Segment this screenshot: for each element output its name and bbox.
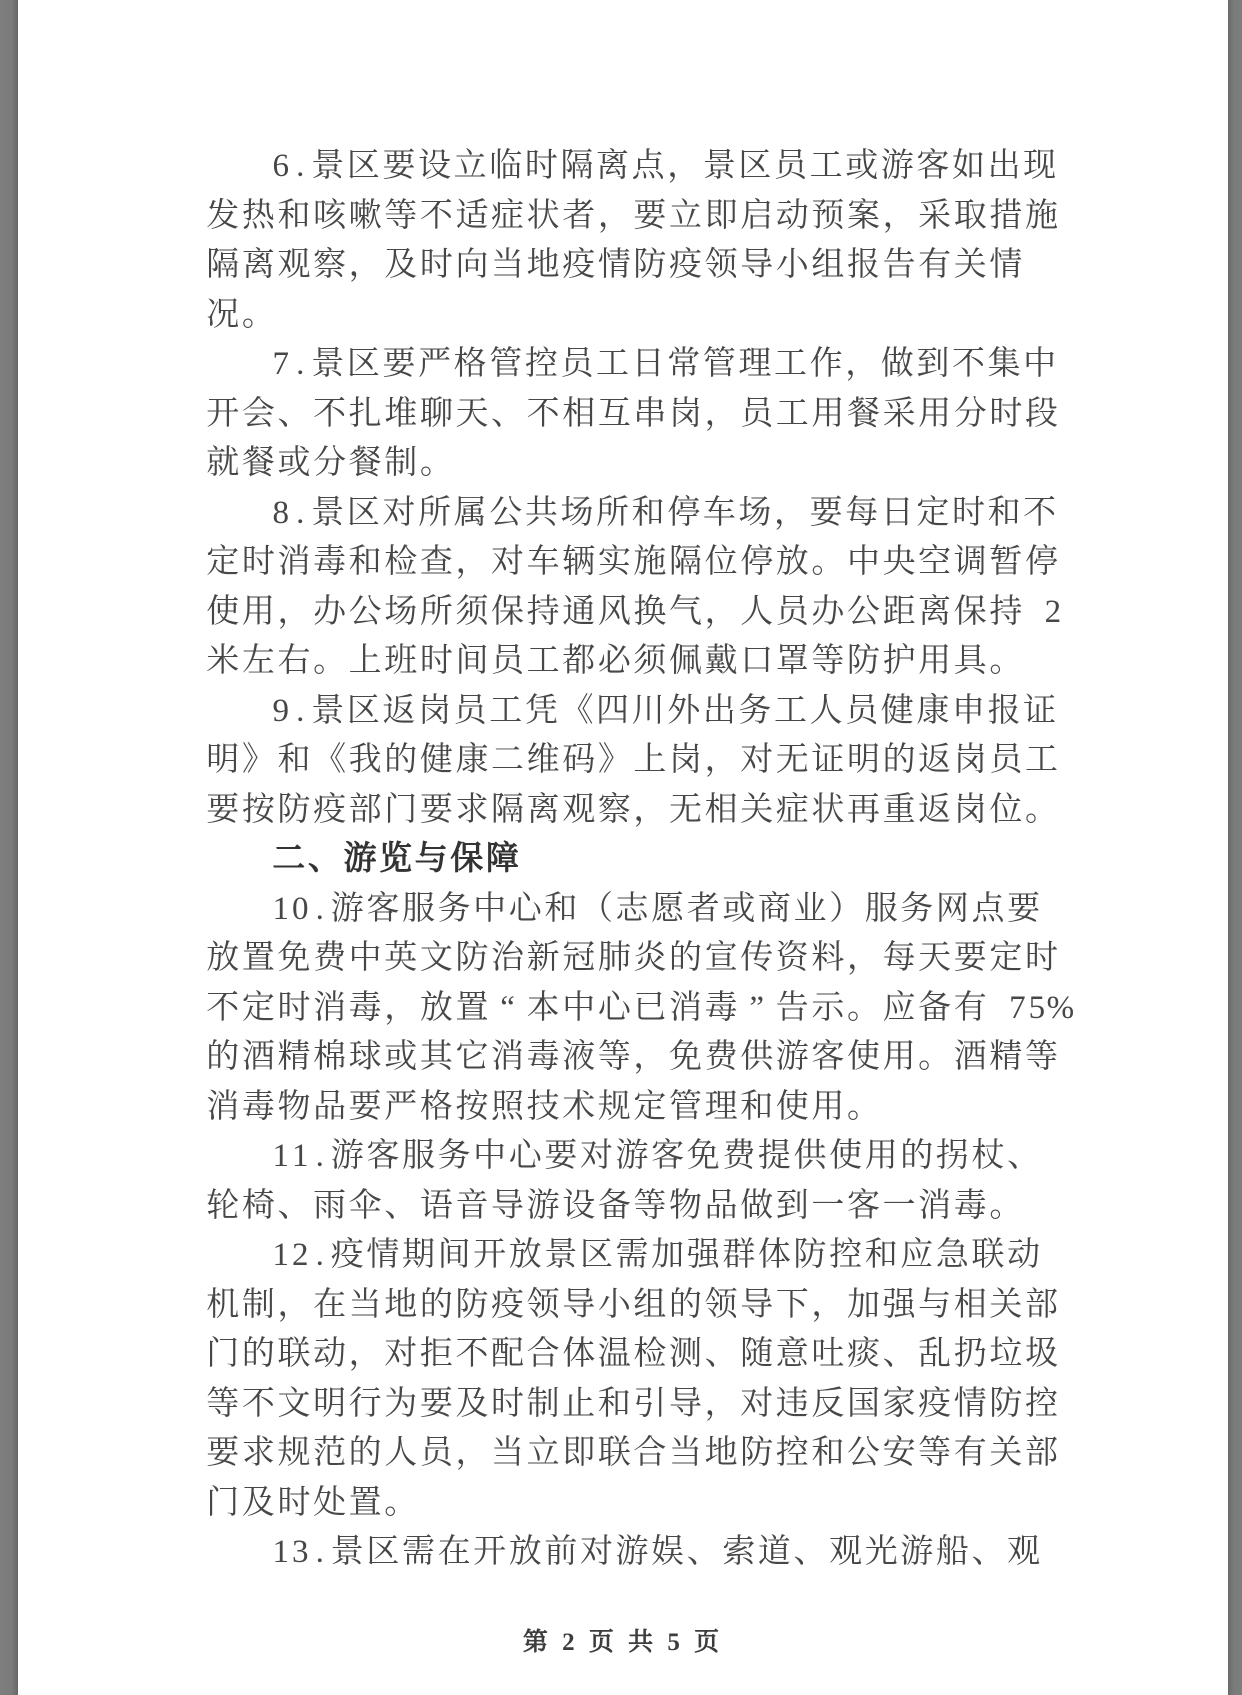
text-line: 定时消毒和检查，对车辆实施隔位停放。中央空调暂停 (206, 544, 1058, 580)
document-page (18, 0, 1228, 1695)
text-line: 放置免费中英文防治新冠肺炎的宣传资料，每天要定时 (206, 940, 1058, 976)
text-line: 机制，在当地的防疫领导小组的领导下，加强与相关部 (206, 1286, 1058, 1323)
text-line: 9 . 景区返岗员工凭《四川外出务工人员健康申报证 (272, 692, 1057, 729)
text-line: 门及时处置。 (206, 1484, 418, 1521)
text-line: 的酒精棉球或其它消毒液等，免费供游客使用。酒精等 (206, 1039, 1058, 1075)
right-page-margin (1228, 0, 1242, 1695)
text-line: 6 . 景区要设立临时隔离点，景区员工或游客如出现 (272, 148, 1057, 184)
text-line: 8 . 景区对所属公共场所和停车场，要每日定时和不 (272, 494, 1057, 531)
text-line: 使用，办公场所须保持通风换气，人员办公距离保持 2 (206, 593, 1062, 630)
text-line: 不定时消毒，放置 “ 本中心已消毒 ” 告示。应备有 75% (206, 989, 1075, 1026)
text-line: 13 . 景区需在开放前对游娱、索道、观光游船、观 (272, 1534, 1041, 1570)
text-line: 12 . 疫情期间开放景区需加强群体防控和应急联动 (272, 1237, 1041, 1273)
text-line: 米左右。上班时间员工都必须佩戴口罩等防护用具。 (206, 643, 1023, 679)
text-line: 隔离观察，及时向当地疫情防疫领导小组报告有关情 (206, 247, 1023, 283)
text-line: 要求规范的人员，当立即联合当地防控和公安等有关部 (206, 1435, 1058, 1471)
section-heading: 二、游览与保障 (272, 841, 519, 877)
text-line: 门的联动，对拒不配合体温检测、随意吐痰、乱扔垃圾 (206, 1336, 1058, 1372)
text-line: 要按防疫部门要求隔离观察，无相关症状再重返岗位。 (206, 791, 1058, 828)
text-line: 开会、不扎堆聊天、不相互串岗，员工用餐采用分时段 (206, 395, 1058, 432)
text-line: 况。 (206, 296, 275, 333)
text-line: 7 . 景区要严格管控员工日常管理工作，做到不集中 (272, 346, 1057, 382)
text-line: 明》和《我的健康二维码》上岗，对无证明的返岗员工 (206, 742, 1058, 778)
page-text-block (205, 142, 1075, 1578)
text-line: 就餐或分餐制。 (206, 445, 453, 481)
page-number-footer: 第 2 页 共 5 页 (522, 1629, 724, 1656)
text-line: 10 . 游客服务中心和（志愿者或商业）服务网点要 (272, 890, 1041, 927)
text-line: 等不文明行为要及时制止和引导，对违反国家疫情防控 (206, 1385, 1058, 1422)
text-line: 发热和咳嗽等不适症状者，要立即启动预案，采取措施 (206, 197, 1058, 234)
left-page-margin (0, 0, 18, 1695)
text-line: 消毒物品要严格按照技术规定管理和使用。 (206, 1088, 880, 1125)
text-line: 轮椅、雨伞、语音导游设备等物品做到一客一消毒。 (206, 1187, 1023, 1224)
text-line: 11 . 游客服务中心要对游客免费提供使用的拐杖、 (272, 1138, 1041, 1174)
